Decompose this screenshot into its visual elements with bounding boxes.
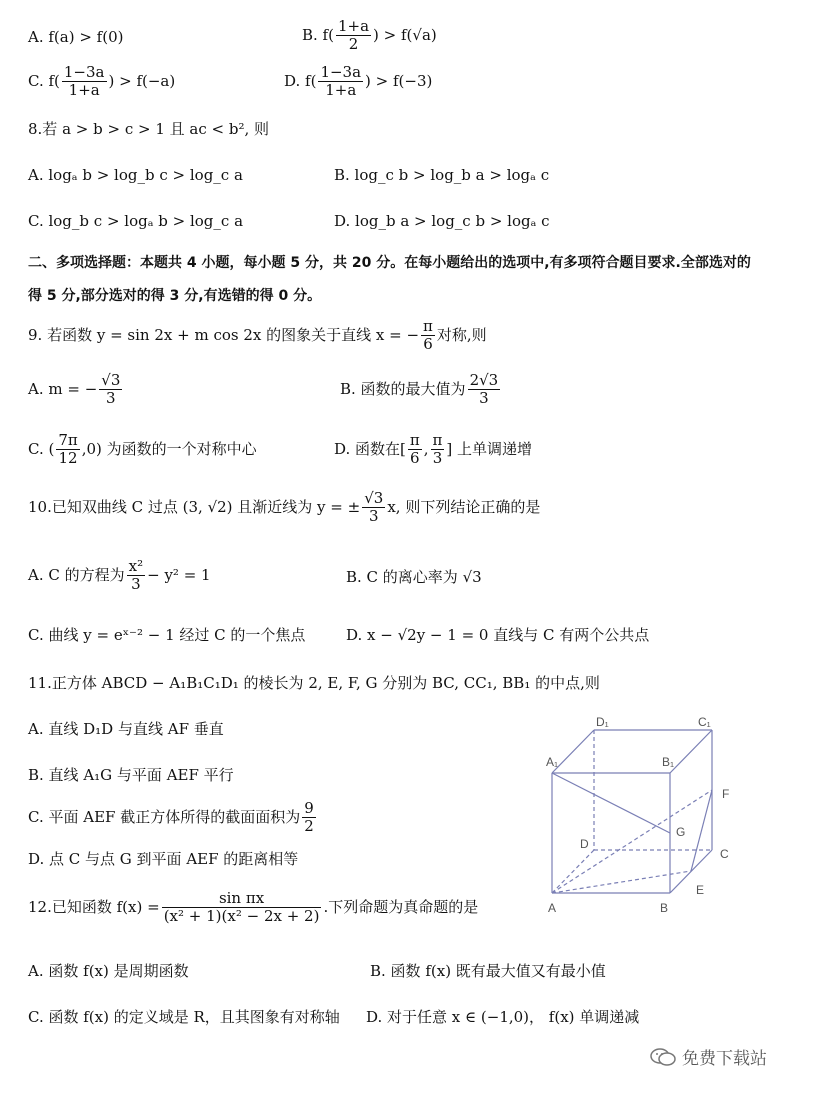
q12-stem: 12.已知函数 f(x) = $\frac{\text{sin πx}}{\text{(x² + 1)(x² − 2x + 2)}}$ .下列命题为真命题的是 [28, 889, 479, 926]
q10-option-c: C. 曲线 y = eˣ⁻² − 1 经过 C 的一个焦点 [28, 626, 306, 644]
label-a: A [548, 901, 557, 915]
q10-option-b: B. C 的离心率为 √3 [346, 568, 482, 586]
section2-heading-line1: 二、多项选择题：本题共 4 小题，每小题 5 分，共 20 分。在每小题给出的选项中,有多项符合题目要求.全部选对的 [28, 255, 751, 271]
q11-option-b: B. 直线 A₁G 与平面 AEF 平行 [28, 766, 234, 784]
q9-option-a: A. m = − $\frac{√3}{3}$ [28, 371, 121, 408]
label-e: E [696, 883, 705, 897]
q11-option-a: A. 直线 D₁D 与直线 AF 垂直 [28, 720, 224, 738]
q8-option-c: C. log_b c > logₐ b > log_c a [28, 212, 244, 230]
label-d: D [580, 837, 589, 851]
q9-stem: 9. 若函数 y = sin 2x + m cos 2x 的图象关于直线 x = − $\frac{\pi}{6}$ 对称,则 [28, 317, 487, 354]
q12-option-b: B. 函数 f(x) 既有最大值又有最小值 [370, 962, 606, 980]
label-g: G [676, 825, 686, 839]
label-f: F [722, 787, 730, 801]
label-c1: C₁ [698, 715, 711, 729]
q7-option-b: B. f( $\frac{1+a}{2}$ ) > f(√a) [302, 17, 437, 54]
label-a1: A₁ [546, 755, 559, 769]
watermark-text: 免费下载站 [682, 1049, 767, 1069]
wechat-icon [650, 1047, 676, 1067]
cube-figure [530, 708, 750, 920]
label-c: C [720, 847, 729, 861]
q7-option-d: D. f( $\frac{1-3a}{1+a}$ ) > f(−3) [284, 63, 433, 100]
q12-option-a: A. 函数 f(x) 是周期函数 [28, 962, 189, 980]
q10-option-a: A. C 的方程为 $\frac{\text{x²}}{3}$ − y² = 1 [28, 557, 211, 594]
q12-option-d: D. 对于任意 x ∈ (−1,0)， f(x) 单调递减 [366, 1008, 640, 1026]
q8-stem: 8.若 a > b > c > 1 且 ac < b², 则 [28, 120, 270, 138]
q11-option-c: C. 平面 AEF 截正方体所得的截面面积为 $\frac{9}{2}$ [28, 799, 314, 836]
q9-option-b: B. 函数的最大值为 $\frac{2√3}{3}$ [340, 371, 499, 408]
q9-option-d: D. 函数在[ $\frac{\pi}{6}$ , $\frac{\pi}{3}$ ] 上单调递增 [334, 431, 533, 468]
q8-option-b: B. log_c b > log_b a > logₐ c [334, 166, 550, 184]
section2-heading-line2: 得 5 分,部分选对的得 3 分,有选错的得 0 分。 [28, 288, 322, 304]
q10-stem: 10.已知双曲线 C 过点 (3, √2) 且渐近线为 y = ± $\frac{√3}{3}$ x, 则下列结论正确的是 [28, 489, 541, 526]
q8-option-a: A. logₐ b > log_b c > log_c a [28, 166, 243, 184]
watermark [650, 1044, 767, 1069]
q11-option-d: D. 点 C 与点 G 到平面 AEF 的距离相等 [28, 850, 299, 868]
label-b: B [660, 901, 669, 915]
q8-option-d: D. log_b a > log_c b > logₐ c [334, 212, 550, 230]
q12-option-c: C. 函数 f(x) 的定义域是 R，且其图象有对称轴 [28, 1008, 340, 1026]
q7-option-a: A. f(a) > f(0) [28, 28, 124, 46]
label-b1: B₁ [662, 755, 675, 769]
q7-option-c: C. f( $\frac{1-3a}{1+a}$ ) > f(−a) [28, 63, 176, 100]
q10-option-d: D. x − √2y − 1 = 0 直线与 C 有两个公共点 [346, 626, 650, 644]
label-d1: D₁ [596, 715, 609, 729]
q9-option-c: C. ( $\frac{7\pi}{12}$ ,0) 为函数的一个对称中心 [28, 431, 257, 468]
q11-stem: 11.正方体 ABCD − A₁B₁C₁D₁ 的棱长为 2, E, F, G 分别为 BC, CC₁, BB₁ 的中点,则 [28, 674, 600, 692]
